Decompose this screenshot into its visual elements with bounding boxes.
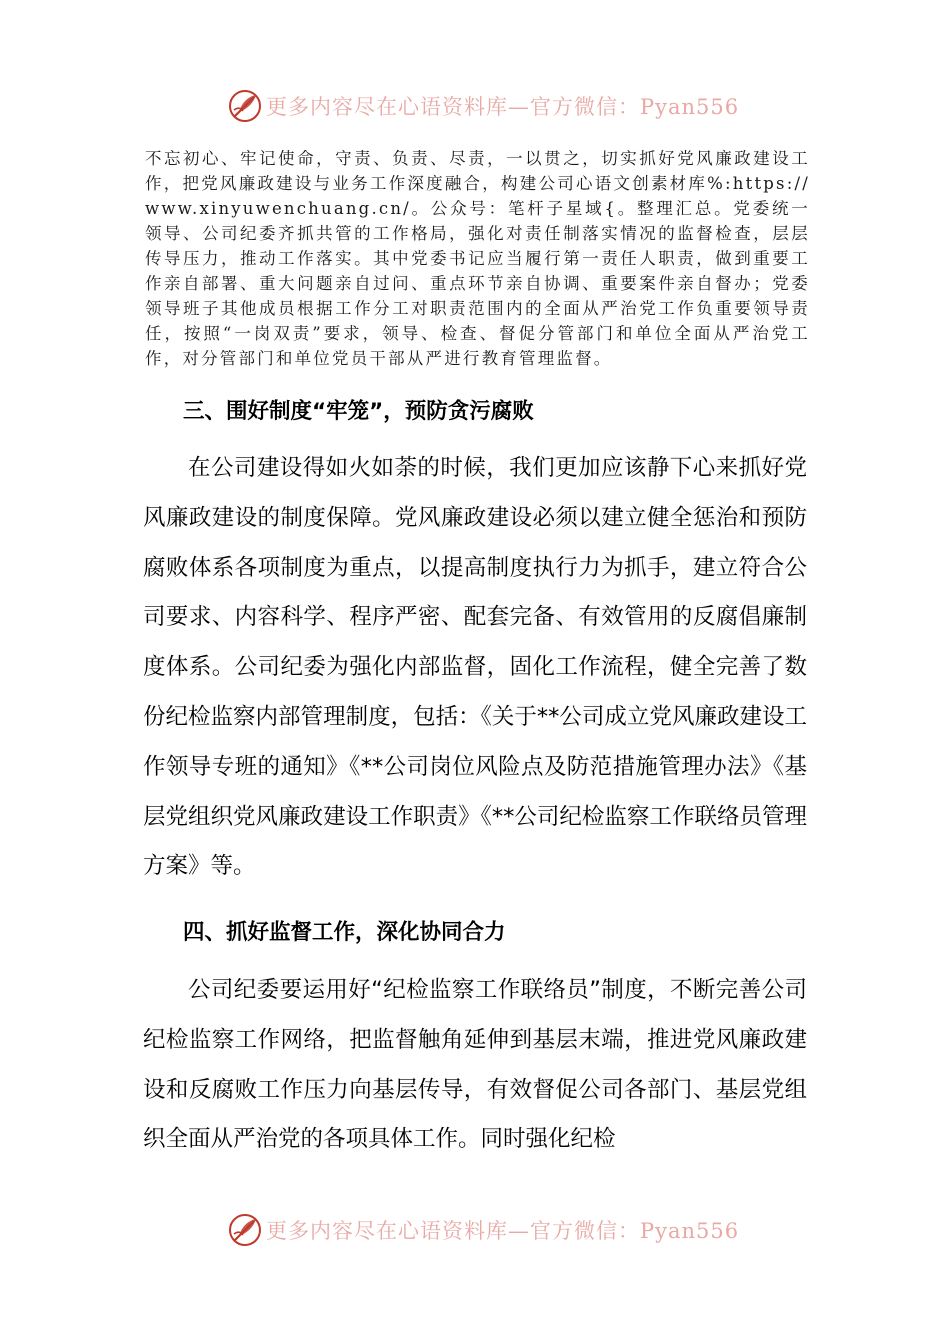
header-banner	[228, 84, 739, 128]
quill-logo-icon	[228, 89, 262, 123]
section-3-heading: 三、围好制度“牢笼”，预防贪污腐败	[183, 399, 534, 424]
section-4-heading: 四、抓好监督工作，深化协同合力	[183, 920, 506, 945]
intro-paragraph: 不忘初心、牢记使命，守责、负责、尽责，一以贯之，切实抓好党风廉政建设工作，把党风廉政建设与业务工作深度融合，构建公司心语文创素材库%:https://www.xinyuwenchuang.cn/。公众号：笔杆子星域{。整理汇总。党委统一领导、公司纪委齐抓共管的工作格局，强化对责任制落实情况的监督检查，层层传导压力，推动工作落实。其中党委书记应当履行第一责任人职责，做到重要工作亲自部署、重大问题亲自过问、重点环节亲自协调、重要案件亲自督办；党委领导班子其他成员根据工作分工对职责范围内的全面从严治党工作负重要领导责任，按照“一岗双责”要求，领导、检查、督促分管部门和单位全面从严治党工作，对分管部门和单位党员干部从严进行教育管理监督。	[145, 149, 810, 368]
section-4-paragraph: 公司纪委要运用好“纪检监察工作联络员”制度，不断完善公司纪检监察工作网络，把监督触角延伸到基层末端，推进党风廉政建设和反腐败工作压力向基层传导，有效督促公司各部门、基层党组织全面从严治党的各项具体工作。同时强化纪检	[143, 977, 807, 1153]
banner-text: 更多内容尽在心语资料库—官方微信：Pyan556	[266, 1219, 740, 1243]
quill-logo-icon	[228, 1213, 262, 1247]
banner-text: 更多内容尽在心语资料库—官方微信：Pyan556	[266, 95, 740, 119]
footer-banner	[228, 1208, 739, 1252]
section-3-paragraph: 在公司建设得如火如荼的时候，我们更加应该静下心来抓好党风廉政建设的制度保障。党风廉政建设必须以建立健全惩治和预防腐败体系各项制度为重点，以提高制度执行力为抓手，建立符合公司要求、内容科学、程序严密、配套完备、有效管用的反腐倡廉制度体系。公司纪委为强化内部监督，固化工作流程，健全完善了数份纪检监察内部管理制度，包括：《关于**公司成立党风廉政建设工作领导专班的通知》《**公司岗位风险点及防范措施管理办法》《基层党组织党风廉政建设工作职责》《**公司纪检监察工作联络员管理方案》等。	[143, 455, 807, 880]
